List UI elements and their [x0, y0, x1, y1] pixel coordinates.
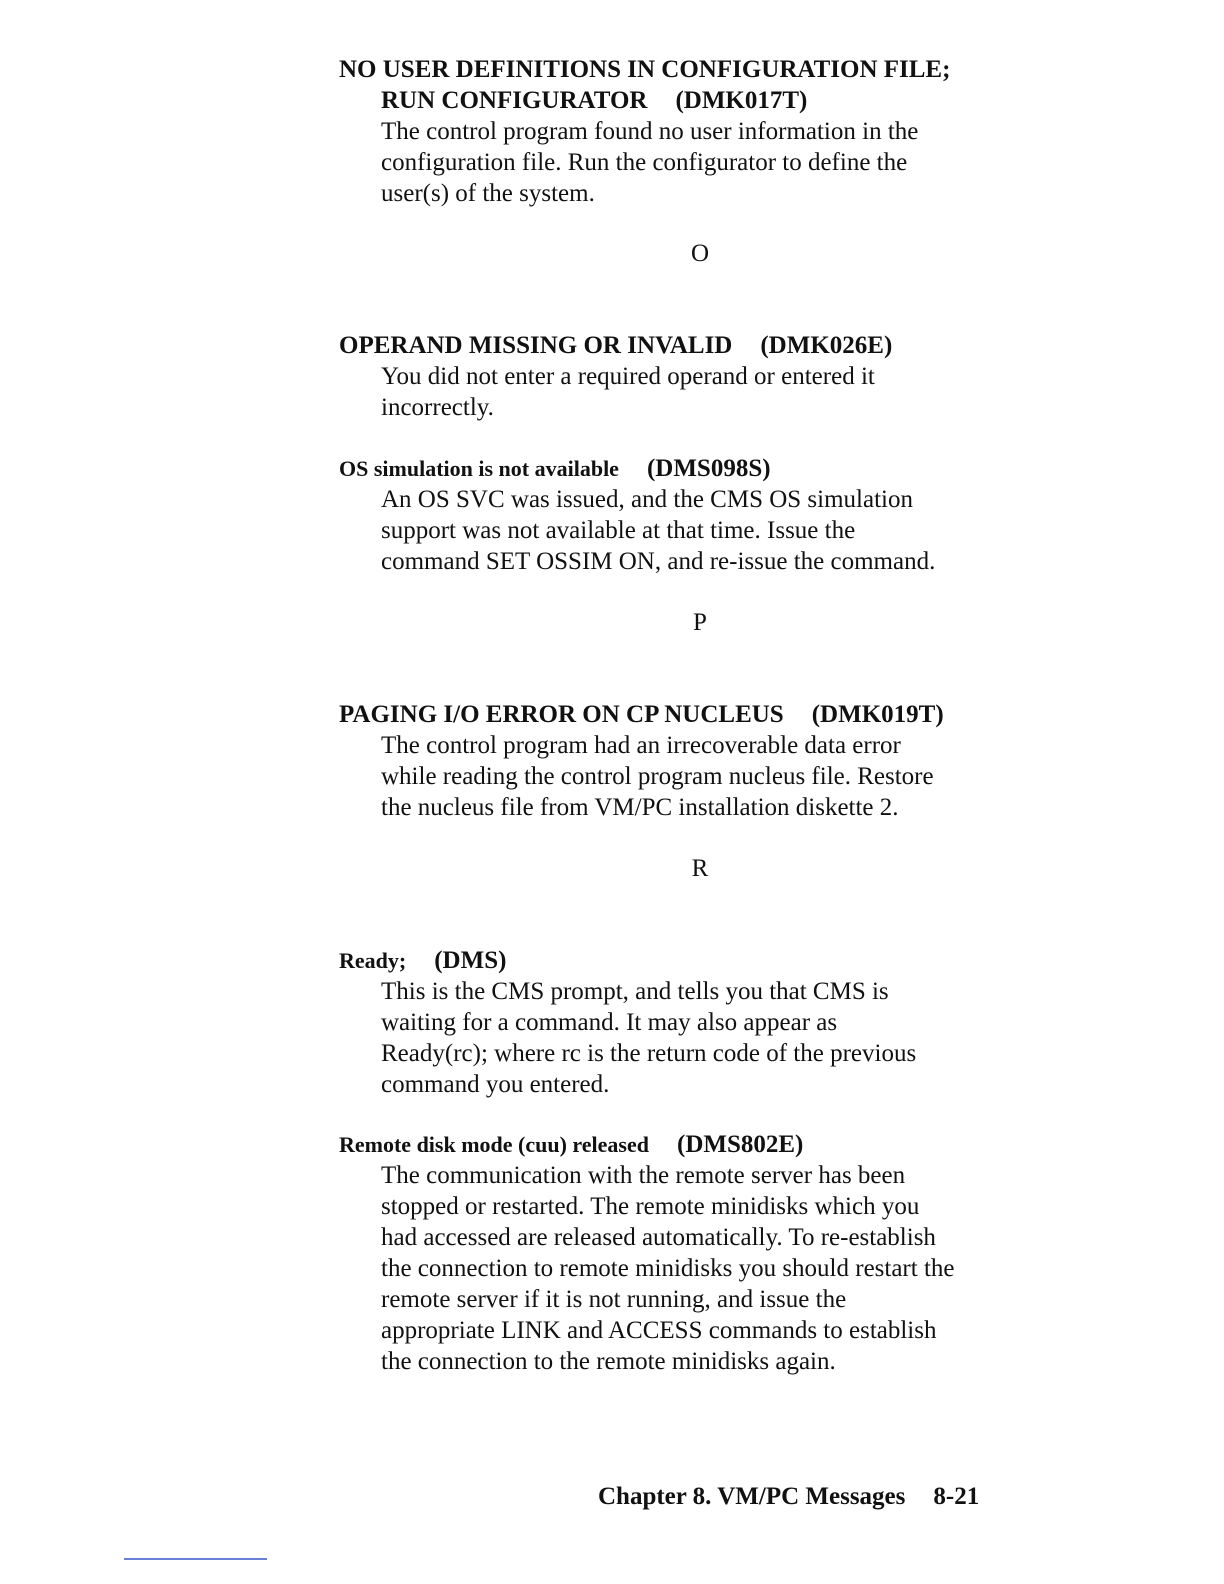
- message-description: [339, 116, 1039, 209]
- description-line: Ready(rc); where rc is the return code of the previous: [381, 1040, 917, 1067]
- description-line: support was not available at that time. Issue the: [381, 517, 856, 544]
- message-text: OS simulation is not available: [339, 456, 619, 481]
- description-line: incorrectly.: [381, 394, 494, 421]
- message-heading: [339, 699, 1039, 730]
- page-footer: [598, 1481, 979, 1512]
- message-text: PAGING I/O ERROR ON CP NUCLEUS: [339, 701, 784, 728]
- section-letter: R: [691, 855, 709, 882]
- description-line: remote server if it is not running, and issue the: [381, 1286, 847, 1313]
- description-line: waiting for a command. It may also appear as: [381, 1009, 838, 1036]
- description-line: user(s) of the system.: [381, 180, 595, 207]
- description-line: stopped or restarted. The remote minidisks which you: [381, 1193, 920, 1220]
- message-code: (DMK026E): [760, 332, 893, 359]
- message-description: [339, 361, 1039, 423]
- message-entry: [339, 330, 1039, 423]
- page-number: 8-21: [933, 1483, 980, 1510]
- message-code: (DMS): [434, 947, 507, 974]
- message-text: NO USER DEFINITIONS IN CONFIGURATION FILE;: [339, 56, 951, 83]
- message-entry: [339, 945, 1039, 1100]
- description-line: the nucleus file from VM/PC installation diskette 2.: [381, 794, 899, 821]
- message-code: (DMK019T): [811, 701, 944, 728]
- description-line: appropriate LINK and ACCESS commands to establish: [381, 1317, 937, 1344]
- message-description: [339, 976, 1039, 1100]
- description-line: You did not enter a required operand or entered it: [381, 363, 875, 390]
- message-entry: [339, 453, 1039, 577]
- message-entry: [339, 54, 1039, 209]
- message-heading: [339, 1129, 1039, 1160]
- description-line: command you entered.: [381, 1071, 610, 1098]
- message-text: Remote disk mode (cuu) released: [339, 1132, 649, 1157]
- message-code: (DMK017T): [675, 87, 808, 114]
- description-line: This is the CMS prompt, and tells you that CMS is: [381, 978, 889, 1005]
- message-description: [339, 1160, 1039, 1377]
- message-heading: [339, 54, 1039, 116]
- description-line: command SET OSSIM ON, and re-issue the command.: [381, 548, 936, 575]
- message-description: [339, 484, 1039, 577]
- message-code: (DMS098S): [646, 455, 771, 482]
- description-line: while reading the control program nucleus file. Restore: [381, 763, 934, 790]
- message-heading: [339, 330, 1039, 361]
- message-heading: [339, 453, 1039, 484]
- description-line: The control program had an irrecoverable data error: [381, 732, 901, 759]
- description-line: had accessed are released automatically. To re-establish: [381, 1224, 936, 1251]
- message-entry: [339, 699, 1039, 823]
- section-letter: P: [693, 609, 707, 636]
- message-text: OPERAND MISSING OR INVALID: [339, 332, 733, 359]
- message-code: (DMS802E): [677, 1131, 804, 1158]
- description-line: the connection to remote minidisks you should restart the: [381, 1255, 955, 1282]
- description-line: The control program found no user information in the: [381, 118, 919, 145]
- footer-rule: [124, 1558, 267, 1560]
- description-line: the connection to the remote minidisks again.: [381, 1348, 836, 1375]
- message-description: [339, 730, 1039, 823]
- description-line: An OS SVC was issued, and the CMS OS simulation: [381, 486, 913, 513]
- message-text: RUN CONFIGURATOR: [381, 87, 648, 114]
- message-entry: [339, 1129, 1039, 1377]
- chapter-title: Chapter 8. VM/PC Messages: [598, 1483, 906, 1510]
- description-line: configuration file. Run the configurator to define the: [381, 149, 908, 176]
- message-text: Ready;: [339, 948, 407, 973]
- message-heading: [339, 945, 1039, 976]
- message-text-continuation: [339, 85, 1039, 116]
- section-letter: O: [690, 240, 710, 267]
- description-line: The communication with the remote server has been: [381, 1162, 906, 1189]
